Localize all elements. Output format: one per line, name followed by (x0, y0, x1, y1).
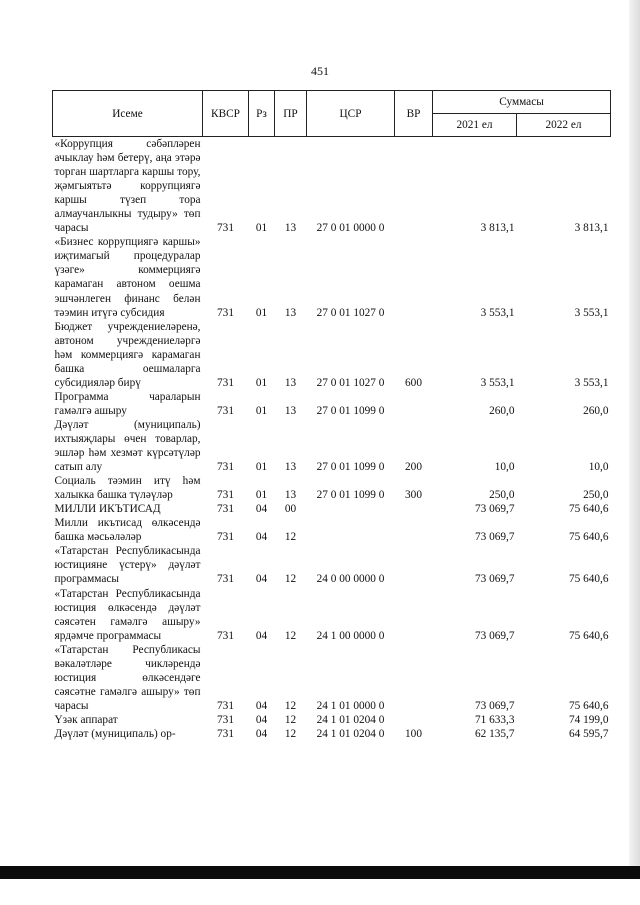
cell-name: «Татарстан Республикасында юстицияне үстерү» дәүләт программасы (54, 545, 201, 586)
header-year-2021: 2021 ел (433, 114, 517, 137)
cell-2021: 3 553,1 (480, 376, 515, 389)
cell-vr: 600 (405, 376, 422, 389)
cell-2021: 73 069,7 (474, 531, 515, 544)
cell-kvsr: 731 (217, 404, 234, 417)
cell-kvsr: 731 (217, 489, 234, 502)
cell-2021: 260,0 (489, 404, 515, 417)
cell-2021: 250,0 (489, 489, 515, 502)
cell-2022: 10,0 (588, 461, 609, 474)
cell-kvsr: 731 (217, 531, 234, 544)
cell-2021: 10,0 (494, 461, 515, 474)
cell-pr: 13 (284, 489, 297, 502)
cell-pr: 12 (284, 629, 297, 642)
cell-rz: 04 (255, 727, 268, 740)
cell-rz: 01 (255, 489, 268, 502)
table-row (53, 390, 611, 418)
cell-2021: 73 069,7 (474, 573, 515, 586)
cell-2022: 3 813,1 (574, 222, 609, 235)
cell-rz: 01 (255, 461, 268, 474)
cell-csr: 27 0 01 1099 0 (316, 461, 385, 474)
cell-kvsr: 731 (217, 727, 234, 740)
cell-vr (395, 516, 433, 544)
cell-2022: 250,0 (583, 489, 609, 502)
cell-csr: 24 1 01 0000 0 (316, 699, 385, 712)
cell-csr: 27 0 01 1099 0 (316, 489, 385, 502)
cell-pr: 13 (284, 461, 297, 474)
cell-2021: 73 069,7 (474, 629, 515, 642)
cell-2021: 73 069,7 (474, 503, 515, 516)
table-row (53, 643, 611, 713)
cell-vr (395, 587, 433, 643)
cell-csr: 27 0 01 1099 0 (316, 404, 385, 417)
table-row (53, 544, 611, 586)
table-row (53, 727, 611, 741)
cell-2022: 3 553,1 (574, 306, 609, 319)
cell-csr (307, 516, 395, 544)
cell-pr: 00 (284, 503, 297, 516)
table-row (53, 502, 611, 516)
cell-2021: 62 135,7 (474, 727, 515, 740)
table-row (53, 587, 611, 643)
cell-csr: 27 0 01 1027 0 (316, 306, 385, 319)
cell-csr: 24 0 00 0000 0 (316, 573, 385, 586)
cell-kvsr: 731 (217, 222, 234, 235)
cell-vr: 300 (405, 489, 422, 502)
cell-rz: 01 (255, 376, 268, 389)
cell-csr: 27 0 01 1027 0 (316, 376, 385, 389)
cell-pr: 13 (284, 306, 297, 319)
budget-table (52, 90, 611, 741)
cell-2022: 3 553,1 (574, 376, 609, 389)
cell-name: Дәүләт (муниципаль) ор- (54, 727, 176, 740)
cell-csr: 24 1 00 0000 0 (316, 629, 385, 642)
cell-pr: 12 (284, 531, 297, 544)
cell-name: Социаль тәэмин итү һәм халыкка башка түләүләр (54, 475, 201, 502)
cell-vr: 100 (405, 727, 422, 740)
header-kvsr: КВСР (203, 91, 249, 137)
cell-2022: 75 640,6 (568, 629, 609, 642)
cell-rz: 01 (255, 404, 268, 417)
cell-pr: 12 (284, 713, 297, 726)
cell-kvsr: 731 (217, 629, 234, 642)
table-row (53, 235, 611, 319)
cell-rz: 04 (255, 699, 268, 712)
header-vr: ВР (395, 91, 433, 137)
cell-pr: 13 (284, 376, 297, 389)
cell-pr: 12 (284, 699, 297, 712)
cell-kvsr: 731 (217, 306, 234, 319)
cell-csr: 27 0 01 0000 0 (316, 222, 385, 235)
cell-kvsr: 731 (217, 503, 234, 516)
cell-csr: 24 1 01 0204 0 (316, 713, 385, 726)
cell-kvsr: 731 (217, 713, 234, 726)
cell-2021: 71 633,3 (474, 713, 515, 726)
table-row (53, 516, 611, 544)
cell-name: «Бизнес коррупциягә каршы» иҗтимагый процедуралар үзәге» коммерциягә карамаган автоном оешма эшчәнлеген финанс белән тәэмин итүгә субсидия (54, 236, 201, 319)
cell-csr: 24 1 01 0204 0 (316, 727, 385, 740)
cell-2021: 3 553,1 (480, 306, 515, 319)
cell-vr (395, 390, 433, 418)
cell-name: МИЛЛИ ИКЪТИСАД (54, 503, 161, 516)
table-row (53, 320, 611, 390)
header-row (53, 91, 611, 114)
cell-pr: 13 (284, 222, 297, 235)
cell-name: «Татарстан Республикасында юстиция өлкәсендә дәүләт сәясәтен гамәлгә ашыру» ярдәмче программасы (54, 587, 201, 642)
cell-2022: 75 640,6 (568, 573, 609, 586)
cell-vr (395, 544, 433, 586)
cell-2021: 73 069,7 (474, 699, 515, 712)
cell-name: Бюджет учреждениеләренә, автоном учреждениеләргә һәм коммерциягә карамаган башка оешмаларга субсидияләр бирү (54, 320, 201, 389)
cell-vr (395, 137, 433, 236)
table-row (53, 418, 611, 474)
cell-rz: 04 (255, 713, 268, 726)
cell-name: Милли икътисад өлкәсендә башка мәсьәләләр (54, 517, 201, 544)
cell-2022: 260,0 (583, 404, 609, 417)
cell-vr (395, 235, 433, 319)
cell-rz: 04 (255, 573, 268, 586)
header-rz: Рз (249, 91, 275, 137)
cell-rz: 01 (255, 222, 268, 235)
cell-2021: 3 813,1 (480, 222, 515, 235)
cell-2022: 75 640,6 (568, 699, 609, 712)
page-edge-shadow (629, 0, 640, 866)
cell-name: Дәүләт (муниципаль) ихтыяҗлары өчен товарлар, эшләр һәм хезмәт күрсәтүләр сатып алу (54, 418, 201, 474)
cell-name: Программа чараларын гамәлгә ашыру (54, 390, 201, 417)
cell-vr: 200 (405, 461, 422, 474)
cell-kvsr: 731 (217, 573, 234, 586)
cell-name: «Коррупция сәбәпләрен ачыклау һәм бетерү, аңа этәрә торган шартларга каршы тору, җәмгыятьтә коррупциягә каршы түзеп тора алмаучанлыкны тудыру» төп чарасы (54, 138, 201, 235)
cell-name: Үзәк аппарат (54, 713, 118, 726)
header-sums: Суммасы (433, 91, 611, 114)
header-year-2022: 2022 ел (517, 114, 611, 137)
cell-pr: 12 (284, 573, 297, 586)
cell-vr (395, 713, 433, 727)
header-pr: ПР (275, 91, 307, 137)
page-number: 451 (311, 64, 329, 78)
table-row (53, 713, 611, 727)
cell-rz: 01 (255, 306, 268, 319)
cell-kvsr: 731 (217, 376, 234, 389)
header-csr: ЦСР (307, 91, 395, 137)
cell-pr: 12 (284, 727, 297, 740)
cell-2022: 74 199,0 (568, 713, 609, 726)
cell-2022: 75 640,6 (568, 531, 609, 544)
cell-2022: 64 595,7 (568, 727, 609, 740)
cell-kvsr: 731 (217, 461, 234, 474)
cell-2022: 75 640,6 (568, 503, 609, 516)
header-name: Исеме (53, 91, 203, 137)
cell-vr (395, 502, 433, 516)
table-row (53, 137, 611, 236)
cell-rz: 04 (255, 503, 268, 516)
table-row (53, 474, 611, 502)
cell-pr: 13 (284, 404, 297, 417)
scan-bottom-border (0, 866, 640, 879)
cell-kvsr: 731 (217, 699, 234, 712)
cell-name: «Татарстан Республикасы вәкаләтләре чикләрендә юстиция өлкәсендәге сәясәтне гамәлгә ашыру» төп чарасы (54, 643, 201, 712)
cell-rz: 04 (255, 531, 268, 544)
cell-csr (307, 502, 395, 516)
cell-vr (395, 643, 433, 713)
cell-rz: 04 (255, 629, 268, 642)
